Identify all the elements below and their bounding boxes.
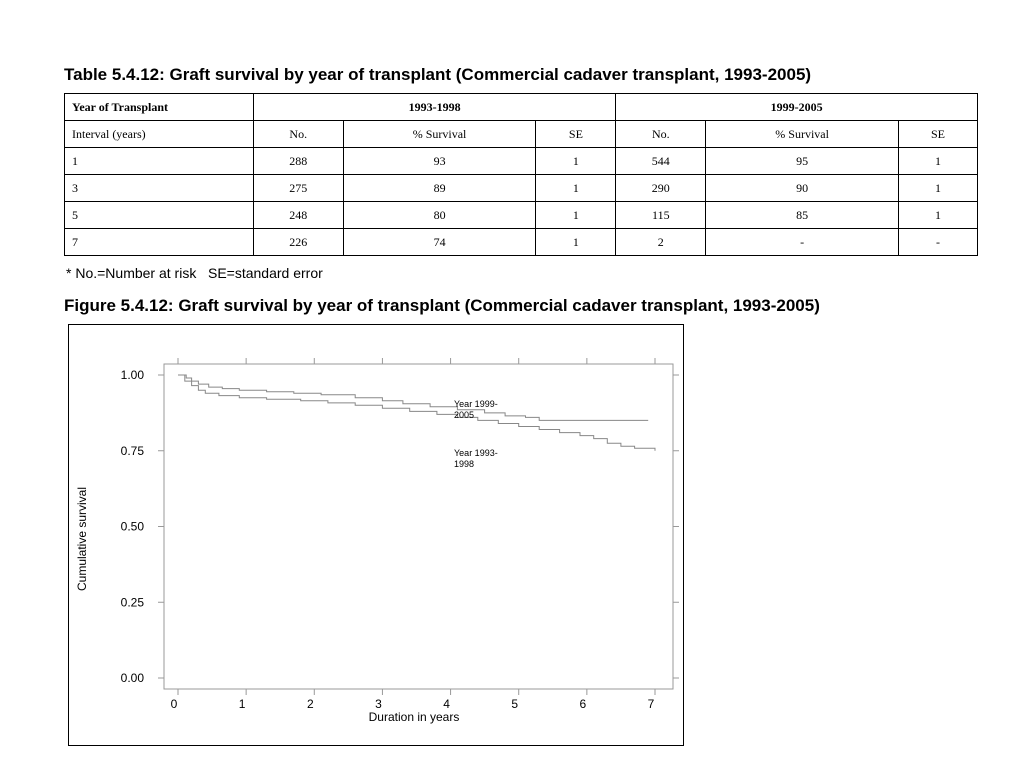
group-header-label: Year of Transplant: [65, 94, 254, 121]
table-row: [65, 202, 978, 229]
column-header: No.: [253, 121, 343, 148]
table-cell: 85: [706, 202, 899, 229]
x-tick-label: 3: [375, 697, 382, 711]
table-cell: 1: [899, 148, 978, 175]
y-axis: [121, 368, 679, 685]
y-axis-label: Cumulative survival: [75, 486, 89, 592]
series-lines: [178, 375, 655, 451]
column-header: SE: [536, 121, 616, 148]
x-axis-label: Duration in years: [368, 710, 460, 724]
series-label-0: Year 1999-2005: [454, 399, 498, 420]
column-header: % Survival: [343, 121, 536, 148]
figure-title: Figure 5.4.12: Graft survival by year of transplant (Commercial cadaver transplant, 1993-2005): [64, 296, 820, 315]
table-cell: 90: [706, 175, 899, 202]
table-cell: 74: [343, 229, 536, 256]
x-tick-label: 1: [238, 697, 246, 711]
column-header: SE: [899, 121, 978, 148]
table-title: Table 5.4.12: Graft survival by year of transplant (Commercial cadaver transplant, 1993-2005): [64, 65, 812, 84]
y-tick-label: 0.50: [120, 519, 144, 534]
x-tick-label: 2: [306, 697, 314, 711]
x-tick-label: 5: [511, 697, 519, 711]
table-cell: 1: [536, 175, 616, 202]
x-tick-label: 4: [443, 697, 450, 711]
column-header: % Survival: [706, 121, 899, 148]
table-cell: 3: [65, 175, 254, 202]
group-header-1999-2005: 1999-2005: [616, 94, 978, 121]
table-group-header-row: [65, 94, 978, 121]
table-cell: 1: [899, 175, 978, 202]
table-row: [65, 175, 978, 202]
table-cell: 1: [536, 202, 616, 229]
table-cell: 544: [616, 148, 706, 175]
table-cell: 1: [65, 148, 254, 175]
table-column-header-row: [65, 121, 978, 148]
table-cell: 95: [706, 148, 899, 175]
table-cell: 288: [253, 148, 343, 175]
table-cell: 5: [65, 202, 254, 229]
y-tick-label: 0.00: [120, 671, 144, 685]
table-cell: 226: [253, 229, 343, 256]
x-tick-label: 0: [170, 697, 178, 711]
table-cell: 275: [253, 175, 343, 202]
y-tick-label: 0.75: [120, 443, 144, 458]
table-cell: 1: [899, 202, 978, 229]
column-header: No.: [616, 121, 706, 148]
table-cell: 89: [343, 175, 536, 202]
table-cell: -: [899, 229, 978, 256]
table-row: [65, 148, 978, 175]
table-cell: -: [706, 229, 899, 256]
x-tick-label: 7: [647, 697, 655, 711]
table-cell: 248: [253, 202, 343, 229]
table-cell: 93: [343, 148, 536, 175]
table-cell: 7: [65, 229, 254, 256]
plot-area: [164, 364, 673, 689]
group-header-1993-1998: 1993-1998: [253, 94, 616, 121]
table-cell: 1: [536, 148, 616, 175]
table-cell: 2: [616, 229, 706, 256]
table-cell: 80: [343, 202, 536, 229]
survival-table: [64, 93, 978, 256]
series-line-1: [178, 375, 655, 451]
table-cell: 1: [536, 229, 616, 256]
x-tick-label: 6: [579, 697, 587, 711]
survival-chart: [68, 324, 684, 746]
y-tick-label: 0.25: [120, 595, 144, 610]
table-row: [65, 229, 978, 256]
y-tick-label: 1.00: [120, 368, 144, 382]
column-header: Interval (years): [65, 121, 254, 148]
table-cell: 115: [616, 202, 706, 229]
table-cell: 290: [616, 175, 706, 202]
table-footnote: * No.=Number at risk SE=standard error: [66, 265, 323, 281]
series-label-1: Year 1993-1998: [454, 448, 498, 469]
